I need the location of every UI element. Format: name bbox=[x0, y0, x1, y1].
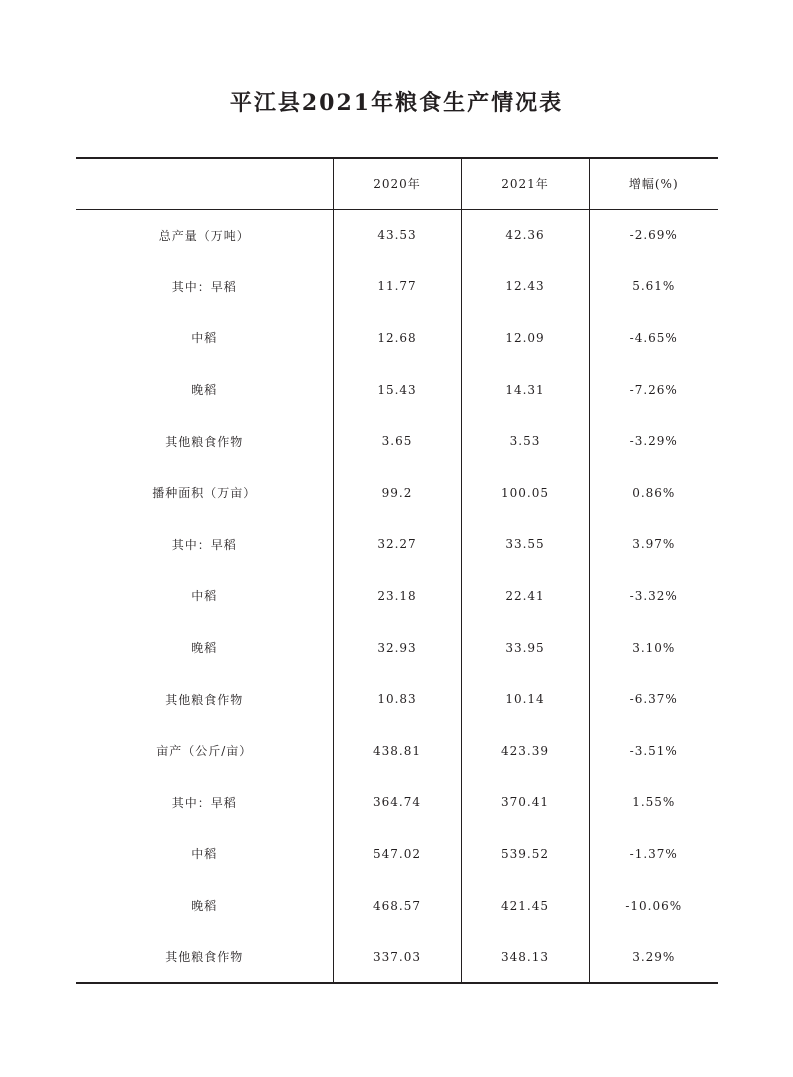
table-row bbox=[76, 777, 718, 829]
change-percent: -10.06% bbox=[589, 880, 718, 932]
value-2021: 42.36 bbox=[461, 209, 589, 261]
value-2021: 10.14 bbox=[461, 673, 589, 725]
table-row bbox=[76, 261, 718, 313]
value-2020: 11.77 bbox=[333, 261, 461, 313]
header-2020: 2020年 bbox=[333, 158, 461, 209]
page-title: 平江县2021年粮食生产情况表 bbox=[229, 90, 564, 116]
row-label: 中稻 bbox=[191, 847, 218, 862]
value-2020: 32.93 bbox=[333, 622, 461, 674]
value-2021: 33.55 bbox=[461, 519, 589, 571]
value-2021: 33.95 bbox=[461, 622, 589, 674]
value-2021: 12.09 bbox=[461, 312, 589, 364]
table-row bbox=[76, 828, 718, 880]
change-percent: -1.37% bbox=[589, 828, 718, 880]
row-label: 中稻 bbox=[191, 331, 218, 346]
value-2021: 22.41 bbox=[461, 570, 589, 622]
row-label: 晚稻 bbox=[191, 383, 218, 398]
value-2020: 438.81 bbox=[333, 725, 461, 777]
change-percent: -3.32% bbox=[589, 570, 718, 622]
change-percent: 5.61% bbox=[589, 261, 718, 313]
table-row bbox=[76, 880, 718, 932]
row-label: 其中：早稻 bbox=[171, 279, 237, 294]
row-label: 总产量（万吨） bbox=[158, 228, 250, 243]
change-percent: 3.29% bbox=[589, 931, 718, 983]
row-label: 其他粮食作物 bbox=[165, 950, 244, 965]
row-label: 其中：早稻 bbox=[171, 537, 237, 552]
table-row bbox=[76, 622, 718, 674]
value-2020: 15.43 bbox=[333, 364, 461, 416]
value-2021: 100.05 bbox=[461, 467, 589, 519]
change-percent: -3.51% bbox=[589, 725, 718, 777]
table-row bbox=[76, 673, 718, 725]
row-label: 其他粮食作物 bbox=[165, 434, 244, 449]
table-row bbox=[76, 209, 718, 261]
table-row bbox=[76, 931, 718, 983]
header-item bbox=[76, 158, 333, 209]
value-2021: 421.45 bbox=[461, 880, 589, 932]
value-2020: 32.27 bbox=[333, 519, 461, 571]
value-2020: 468.57 bbox=[333, 880, 461, 932]
value-2020: 547.02 bbox=[333, 828, 461, 880]
change-percent: -6.37% bbox=[589, 673, 718, 725]
table-row bbox=[76, 415, 718, 467]
value-2021: 423.39 bbox=[461, 725, 589, 777]
row-label: 亩产（公斤/亩） bbox=[156, 744, 253, 759]
value-2020: 364.74 bbox=[333, 777, 461, 829]
change-percent: 3.10% bbox=[589, 622, 718, 674]
table-row bbox=[76, 725, 718, 777]
change-percent: -2.69% bbox=[589, 209, 718, 261]
change-percent: 0.86% bbox=[589, 467, 718, 519]
value-2020: 3.65 bbox=[333, 415, 461, 467]
value-2020: 12.68 bbox=[333, 312, 461, 364]
value-2020: 23.18 bbox=[333, 570, 461, 622]
header-2021: 2021年 bbox=[461, 158, 589, 209]
value-2021: 370.41 bbox=[461, 777, 589, 829]
value-2021: 3.53 bbox=[461, 415, 589, 467]
value-2021: 14.31 bbox=[461, 364, 589, 416]
row-label: 其他粮食作物 bbox=[165, 692, 244, 707]
value-2021: 539.52 bbox=[461, 828, 589, 880]
table-row bbox=[76, 467, 718, 519]
row-label: 其中：早稻 bbox=[171, 795, 237, 810]
change-percent: 3.97% bbox=[589, 519, 718, 571]
table-row bbox=[76, 570, 718, 622]
change-percent: -7.26% bbox=[589, 364, 718, 416]
value-2020: 43.53 bbox=[333, 209, 461, 261]
change-percent: 1.55% bbox=[589, 777, 718, 829]
header-change: 增幅(%) bbox=[589, 158, 718, 209]
table-row bbox=[76, 312, 718, 364]
value-2021: 348.13 bbox=[461, 931, 589, 983]
table-row bbox=[76, 519, 718, 571]
grain-production-table bbox=[76, 157, 718, 984]
value-2020: 10.83 bbox=[333, 673, 461, 725]
value-2021: 12.43 bbox=[461, 261, 589, 313]
row-label: 播种面积（万亩） bbox=[152, 486, 257, 501]
value-2020: 99.2 bbox=[333, 467, 461, 519]
row-label: 中稻 bbox=[191, 589, 218, 604]
change-percent: -4.65% bbox=[589, 312, 718, 364]
row-label: 晚稻 bbox=[191, 641, 218, 656]
change-percent: -3.29% bbox=[589, 415, 718, 467]
table-row bbox=[76, 364, 718, 416]
table-header-row bbox=[76, 158, 718, 209]
row-label: 晚稻 bbox=[191, 899, 218, 914]
value-2020: 337.03 bbox=[333, 931, 461, 983]
